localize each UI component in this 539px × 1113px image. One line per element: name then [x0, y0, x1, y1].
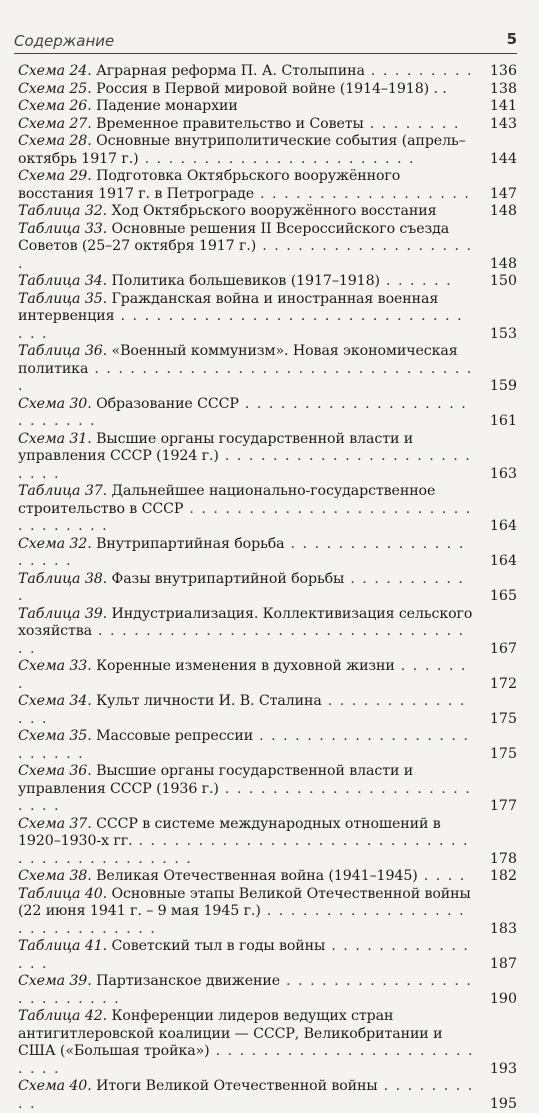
toc-entry-page: 187 — [481, 956, 517, 974]
toc-entry-kind: Схема 37. — [18, 816, 92, 832]
toc-entry-text — [18, 396, 481, 431]
toc-entry-title: Основные решения II Всероссийского съезда Советов (25–27 октября 1917 г.) — [18, 221, 449, 255]
toc-entry-kind: Таблица 42. — [18, 1008, 107, 1024]
toc-entry-text — [18, 536, 481, 571]
toc-entry-text — [18, 98, 481, 116]
toc-entry-title: Политика большевиков (1917–1918) — [112, 273, 380, 289]
toc-entry — [18, 693, 517, 728]
toc-entry-text — [18, 816, 481, 869]
toc-entry-page: 161 — [481, 413, 517, 431]
toc-entry — [18, 396, 517, 431]
toc-leader-dots: . . . . . . . . . . . . . . . . . . . . . . . . . — [18, 973, 472, 1007]
toc-entry-kind: Таблица 37. — [18, 483, 107, 499]
toc-entry-page: 148 — [481, 203, 517, 221]
toc-entry-text — [18, 763, 481, 816]
toc-entry-page: 159 — [481, 378, 517, 396]
toc-leader-dots: . . . . . . . — [18, 658, 467, 692]
toc-entry-title: «Военный коммунизм». Новая экономическая политика — [18, 343, 458, 377]
toc-entry — [18, 606, 517, 659]
toc-entry-text — [18, 938, 481, 973]
page-number: 5 — [507, 30, 517, 48]
toc-entry-page: 150 — [481, 273, 517, 291]
toc-entry-title: Партизанское движение — [96, 973, 280, 989]
toc-entry-page: 177 — [481, 798, 517, 816]
toc-leader-dots: . . . . . . . . . . . . . . . — [18, 693, 466, 727]
toc-leader-dots: . . . . . . . . . . . . . . . . . . . . . . . . . . . . . — [18, 903, 465, 937]
toc-entry-title: Итоги Великой Отечественной войны — [96, 1078, 378, 1094]
toc-entry-page: 136 — [481, 63, 517, 81]
toc-entry-kind: Схема 25. — [18, 81, 92, 97]
toc-entry-page: 148 — [481, 256, 517, 274]
toc-entry-kind: Схема 26. — [18, 98, 92, 114]
toc-entry-page: 193 — [481, 1061, 517, 1079]
toc-entry — [18, 571, 517, 606]
toc-entry-title: Великая Отечественная война (1941–1945) — [96, 868, 418, 884]
toc-entry-title: Падение монархии — [96, 98, 238, 114]
toc-entry-text — [18, 343, 481, 396]
toc-entry-title: Высшие органы государственной власти и управления СССР (1924 г.) — [18, 431, 413, 465]
toc-leader-dots: . . . . . . . . . . . . . . . . . . — [254, 186, 470, 202]
toc-entry-kind: Таблица 33. — [18, 221, 107, 237]
toc-entry-kind: Схема 35. — [18, 728, 92, 744]
toc-entry-title: Культ личности И. В. Сталина — [96, 693, 322, 709]
toc-entry-text — [18, 886, 481, 939]
toc-entry-kind: Схема 30. — [18, 396, 92, 412]
toc-entry-title: Подготовка Октябрьского вооружённого восстания 1917 г. в Петрограде — [18, 168, 400, 202]
toc-entry-kind: Таблица 32. — [18, 203, 107, 219]
toc-entry-title: Основные внутриполитические события (апрель–октябрь 1917 г.) — [18, 133, 466, 167]
toc-entry — [18, 868, 517, 886]
toc-entry-title: Аграрная реформа П. А. Столыпина — [96, 63, 365, 79]
toc-entry-kind: Схема 39. — [18, 973, 92, 989]
toc-entry-kind: Таблица 36. — [18, 343, 107, 359]
toc-entry-text — [18, 1078, 481, 1113]
toc-entry-kind: Таблица 38. — [18, 571, 107, 587]
toc-entry — [18, 98, 517, 116]
toc-entry — [18, 273, 517, 291]
toc-entry-title: Образование СССР — [96, 396, 239, 412]
toc-entry-text — [18, 1008, 481, 1078]
toc-entry-title: Коренные изменения в духовной жизни — [96, 658, 395, 674]
toc-entry-title: Фазы внутрипартийной борьбы — [112, 571, 345, 587]
toc-leader-dots: . . . . . . . . . . . . . . . . . . . . . . . . . — [18, 448, 471, 482]
toc-entry-title: Советский тыл в годы войны — [112, 938, 326, 954]
header-rule — [14, 53, 517, 54]
running-head-title: Содержание — [14, 32, 114, 50]
toc-entry-title: Массовые репрессии — [96, 728, 253, 744]
toc-entry-text — [18, 693, 481, 728]
toc-entry-page: 163 — [481, 466, 517, 484]
toc-entry-title: Внутрипартийная борьба — [96, 536, 284, 552]
toc-entry-kind: Схема 24. — [18, 63, 92, 79]
toc-leader-dots: . . . . . . . . . . . . . . . . . . . . — [18, 536, 465, 570]
toc-entry-title: Гражданская война и иностранная военная интервенция — [18, 291, 438, 325]
toc-entry — [18, 168, 517, 203]
toc-entry-text — [18, 291, 481, 344]
toc-entry-page: 190 — [481, 991, 517, 1009]
toc-entry-text — [18, 81, 481, 99]
toc-entry — [18, 816, 517, 869]
toc-entry-page: 165 — [481, 588, 517, 606]
toc-leader-dots: . . . . . . . . . . . . . . . . . . . . . . . . . . . . . . . . — [18, 501, 472, 535]
toc-leader-dots: . . . . . . . . . . . . . . . . . . . — [18, 238, 473, 272]
toc-leader-dots: . . . . . . . . . — [365, 63, 473, 79]
toc-entry-kind: Схема 40. — [18, 1078, 92, 1094]
toc-leader-dots: . . . . . . . . . . . . . . . . . . . . . . . . . — [18, 781, 471, 815]
toc-entry-text — [18, 168, 481, 203]
toc-entry — [18, 938, 517, 973]
toc-entry-title: Россия в Первой мировой войне (1914–1918) . . — [96, 81, 447, 97]
toc-entry-text — [18, 606, 481, 659]
toc-entry — [18, 886, 517, 939]
toc-entry-page: 175 — [481, 711, 517, 729]
toc-entry — [18, 431, 517, 484]
toc-entry-page: 182 — [481, 868, 517, 886]
toc-entry-page: 175 — [481, 746, 517, 764]
toc-entry — [18, 1078, 517, 1113]
toc-entry-title: Ход Октябрьского вооружённого восстания — [112, 203, 437, 219]
toc-leader-dots: . . . . . . . . — [364, 116, 460, 132]
toc-entry — [18, 483, 517, 536]
toc-entry-text — [18, 63, 481, 81]
toc-entry — [18, 1008, 517, 1078]
toc-entry — [18, 63, 517, 81]
toc-entry-kind: Схема 34. — [18, 693, 92, 709]
toc-entry-page: 195 — [481, 1096, 517, 1113]
toc-leader-dots: . . . . . . — [380, 273, 452, 289]
toc-entry-kind: Схема 36. — [18, 763, 92, 779]
toc-entry — [18, 728, 517, 763]
toc-entry-text — [18, 203, 481, 221]
toc-entry — [18, 133, 517, 168]
toc-entry-kind: Схема 27. — [18, 116, 92, 132]
toc-entry-page: 172 — [481, 676, 517, 694]
toc-leader-dots: . . . . . . . . . . . . . . . . . . . . . . . . . . . . . . . . . . . . . . . . . . . — [18, 833, 469, 867]
toc-entry — [18, 81, 517, 99]
toc-entry — [18, 763, 517, 816]
toc-entry-title: Дальнейшее национально-государственное строительство в СССР — [18, 483, 435, 517]
toc-entry — [18, 536, 517, 571]
toc-entry-text — [18, 431, 481, 484]
toc-entry-page: 147 — [481, 186, 517, 204]
toc-entry-kind: Схема 38. — [18, 868, 92, 884]
toc-entry-text — [18, 728, 481, 763]
toc-entry — [18, 343, 517, 396]
toc-entry — [18, 116, 517, 134]
toc-entry-kind: Схема 32. — [18, 536, 92, 552]
toc-entry-page: 164 — [481, 553, 517, 571]
toc-entry-title: Временное правительство и Советы — [96, 116, 364, 132]
toc-entry — [18, 291, 517, 344]
toc-entry-kind: Схема 29. — [18, 168, 92, 184]
toc-entry-page: 164 — [481, 518, 517, 536]
toc-entry-text — [18, 221, 481, 274]
toc-leader-dots: . . . . . . . . . . . . . . . . . . . . . . . . . . . . . . . . — [18, 308, 463, 342]
toc-leader-dots: . . . . . . . . . . . . . . . . . . . . . . . . . . — [18, 396, 467, 430]
toc-entry-text — [18, 133, 481, 168]
toc-entry-title: Основные этапы Великой Отечественной войны (22 июня 1941 г. – 9 мая 1945 г.) — [18, 886, 471, 920]
toc-entry-title: Индустриализация. Коллективизация сельского хозяйства — [18, 606, 472, 640]
toc-leader-dots: . . . . . . . . . . — [18, 1078, 474, 1112]
toc-leader-dots: . . . . . . . . . . . . . . . . . . . . . . . . . . . . . . . . . — [18, 623, 465, 657]
toc-entry-text — [18, 273, 481, 291]
toc-entry-kind: Схема 33. — [18, 658, 92, 674]
toc-leader-dots: . . . . . . . . . . . . . . . . . . . . . . . — [139, 151, 415, 167]
toc-entry-page: 153 — [481, 326, 517, 344]
toc-entry-text — [18, 116, 481, 134]
toc-entry-page: 141 — [481, 98, 517, 116]
running-header — [14, 30, 517, 52]
toc-entry-kind: Таблица 35. — [18, 291, 107, 307]
toc-entry-kind: Схема 31. — [18, 431, 92, 447]
toc-entry-page: 143 — [481, 116, 517, 134]
toc-entry-text — [18, 658, 481, 693]
toc-entry-kind: Таблица 41. — [18, 938, 107, 954]
toc-entry-text — [18, 483, 481, 536]
toc-entry-text — [18, 571, 481, 606]
toc-leader-dots: . . . . . . . . . . . . . . . . . . . . . . . . — [18, 728, 469, 762]
toc-entry-kind: Схема 28. — [18, 133, 92, 149]
toc-entry-page: 183 — [481, 921, 517, 939]
toc-entry — [18, 973, 517, 1008]
toc-entry-text — [18, 868, 481, 886]
toc-leader-dots: . . . . — [418, 868, 466, 884]
toc-entry-title: Конференции лидеров ведущих стран антигитлеровской коалиции — СССР, Великобритании и США («Большая тройка») — [18, 1008, 442, 1059]
toc-entry-page: 178 — [481, 851, 517, 869]
toc-entry — [18, 658, 517, 693]
toc-leader-dots: . . . . . . . . . . . . . . . . . . . . . . . . . . — [18, 1043, 474, 1077]
toc-entry-page: 167 — [481, 641, 517, 659]
table-of-contents — [18, 63, 517, 1113]
toc-entry-kind: Таблица 39. — [18, 606, 107, 622]
toc-entry-title: Высшие органы государственной власти и управления СССР (1936 г.) — [18, 763, 413, 797]
toc-entry-page: 144 — [481, 151, 517, 169]
toc-entry-page: 138 — [481, 81, 517, 99]
toc-entry — [18, 221, 517, 274]
toc-entry-title: СССР в системе международных отношений в 1920–1930-х гг. — [18, 816, 441, 850]
toc-entry-text — [18, 973, 481, 1008]
toc-leader-dots: . . . . . . . . . . . . . . . . . . . . . . . . . . . . . . . . . — [18, 361, 473, 395]
toc-leader-dots: . . . . . . . . . . . — [18, 571, 464, 605]
toc-entry — [18, 203, 517, 221]
toc-leader-dots: . . . . . . . . . . . . . . . — [18, 938, 469, 972]
toc-entry-kind: Таблица 40. — [18, 886, 107, 902]
toc-entry-kind: Таблица 34. — [18, 273, 107, 289]
